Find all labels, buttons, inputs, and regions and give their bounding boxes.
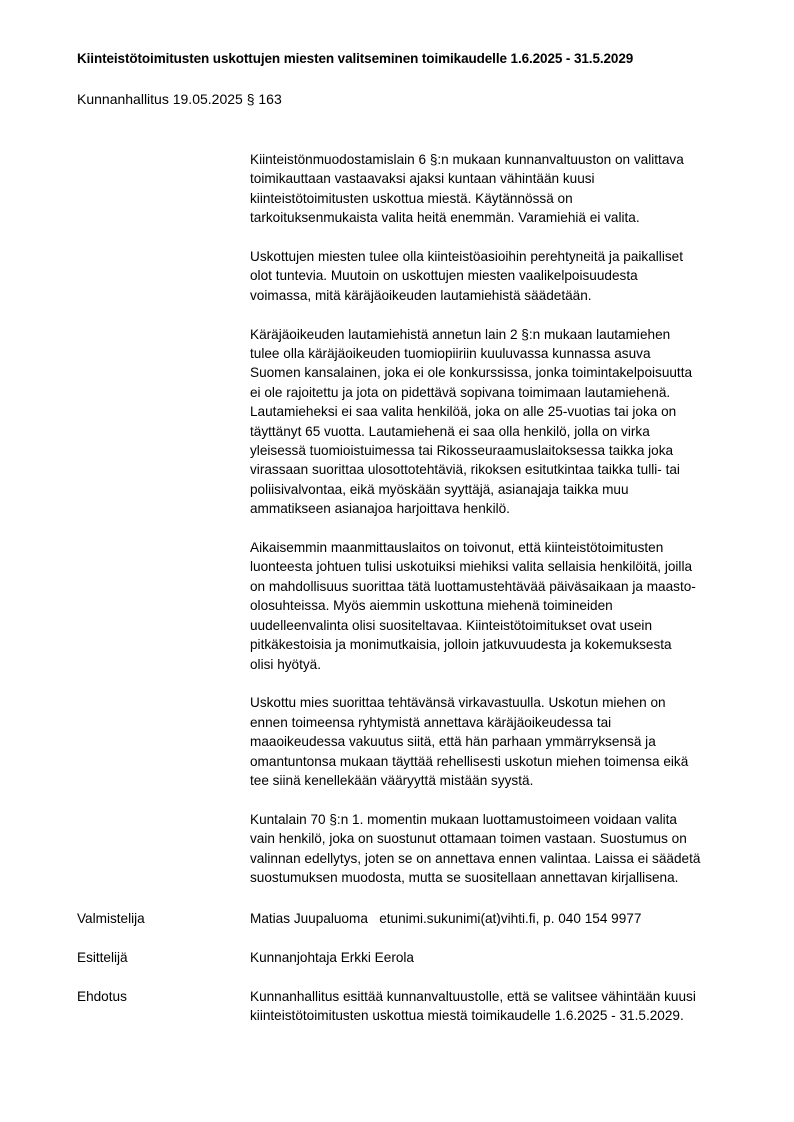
paragraph-consent [250, 810, 740, 888]
text-line: Kiinteistönmuodostamislain 6 §:n mukaan kunnanvaltuuston on valittava [250, 152, 684, 167]
text-line: tee siinä kenellekään vääryyttä mistään syystä. [250, 772, 534, 788]
text-line: Kunnanhallitus esittää kunnanvaltuustolle, että se valitsee vähintään kuusi [250, 989, 696, 1004]
document-title: Kiinteistötoimitusten uskottujen miesten valitseminen toimikaudelle 1.6.2025 - 31.5.2029 [77, 51, 634, 66]
text-line: valinnan edellytys, joten se on annettava ennen valintaa. Laissa ei säädetä [250, 850, 701, 866]
text-line: yleisessä tuomioistuimessa tai Rikosseuraamuslaitoksessa taikka joka [250, 443, 674, 459]
paragraph-lay-judges [250, 325, 740, 519]
text-line: suostumuksen muodosta, mutta se suositellaan annettavan kirjallisena. [250, 869, 679, 885]
text-line: Suomen kansalainen, joka ei ole konkurssissa, jonka toimintakelpoisuutta [250, 365, 693, 381]
text-line: maaoikeudessa vakuutus siitä, että hän parhaan ymmärryksensä ja [250, 734, 656, 750]
presenter-label: Esittelijä [77, 950, 128, 965]
text-line: ammatikseen asianajoa harjoittava henkilö. [250, 501, 510, 517]
text-line: olosuhteissa. Myös aiemmin uskottuna miehenä toimineiden [250, 598, 613, 614]
text-line: Käräjäoikeuden lautamiehistä annetun lain 2 §:n mukaan lautamiehen [250, 326, 671, 342]
proposal-label: Ehdotus [77, 989, 127, 1004]
paragraph-official-duty [250, 693, 740, 790]
text-line: luonteesta johtuen tulisi uskotuiksi miehiksi valita sellaisia henkilöitä, joilla [250, 559, 693, 575]
text-line: kiinteistötoimitusten uskottua miestä toimikaudelle 1.6.2025 - 31.5.2029. [250, 1008, 684, 1024]
text-line: Uskottu mies suorittaa tehtävänsä virkavastuulla. Uskotun miehen on [250, 695, 666, 711]
text-line: toimikauttaan vastaavaksi ajaksi kuntaan vähintään kuusi [250, 171, 595, 187]
text-line: voimassa, mitä käräjäoikeuden lautamiehistä säädetään. [250, 287, 592, 303]
text-line: olisi hyötyä. [250, 656, 322, 672]
text-line: omantuntonsa mukaan täyttää rehellisesti uskotun miehen toimensa eikä [250, 753, 689, 769]
meeting-reference: Kunnanhallitus 19.05.2025 § 163 [77, 91, 282, 107]
text-line: Aikaisemmin maanmittauslaitos on toivonut, että kiinteistötoimitusten [250, 540, 664, 556]
text-line: poliisivalvontaa, eikä myöskään syyttäjä, asianajaja taikka muu [250, 481, 629, 497]
text-line: tulee olla käräjäoikeuden tuomiopiiriin kuuluvassa kunnassa asuva [250, 346, 651, 362]
text-line: uudelleenvalinta olisi suositeltavaa. Kiinteistötoimitukset ovat usein [250, 617, 652, 633]
proposal-value [250, 987, 747, 1026]
text-line: tarkoituksenmukaista valita heitä enemmän. Varamiehiä ei valita. [250, 210, 640, 226]
presenter-value: Kunnanjohtaja Erkki Eerola [250, 950, 414, 965]
text-line: ennen toimeensa ryhtymistä annettava käräjäoikeudessa tai [250, 714, 612, 730]
text-line: on mahdollisuus suorittaa tätä luottamustehtävää päiväsaikaan ja maasto- [250, 578, 696, 594]
text-line: täyttänyt 65 vuotta. Lautamiehenä ei saa olla henkilö, jolla on virka [250, 423, 650, 439]
text-line: Lautamieheksi ei saa valita henkilöä, joka on alle 25-vuotias tai joka on [250, 404, 677, 420]
text-line: Kuntalain 70 §:n 1. momentin mukaan luottamustoimeen voidaan valita [250, 811, 677, 827]
text-line: pitkäkestoisia ja monimutkaisia, jolloin jatkuvuudesta ja kokemuksesta [250, 637, 672, 653]
text-line: ei ole rajoitettu ja jota on pidettävä sopivana toimimaan lautamiehenä. [250, 384, 671, 400]
text-line: virassaan suorittaa ulosottotehtäviä, rikoksen esitutkintaa taikka tulli- tai [250, 462, 680, 478]
text-line: Uskottujen miesten tulee olla kiinteistöasioihin perehtyneitä ja paikalliset [250, 249, 683, 265]
preparer-label: Valmistelija [77, 911, 145, 926]
paragraph-eligibility [250, 247, 740, 305]
paragraph-survey-office [250, 538, 740, 674]
text-line: vain henkilö, joka on suostunut ottamaan toimen vastaan. Suostumus on [250, 831, 687, 847]
preparer-value: Matias Juupaluoma etunimi.sukunimi(at)vihti.fi, p. 040 154 9977 [250, 911, 642, 926]
text-line: olot tuntevia. Muutoin on uskottujen miesten vaalikelpoisuudesta [250, 268, 638, 284]
body-text [250, 150, 740, 907]
paragraph-legal-basis [250, 150, 740, 228]
text-line: kiinteistötoimitusten uskottua miestä. Käytännössä on [250, 190, 573, 206]
